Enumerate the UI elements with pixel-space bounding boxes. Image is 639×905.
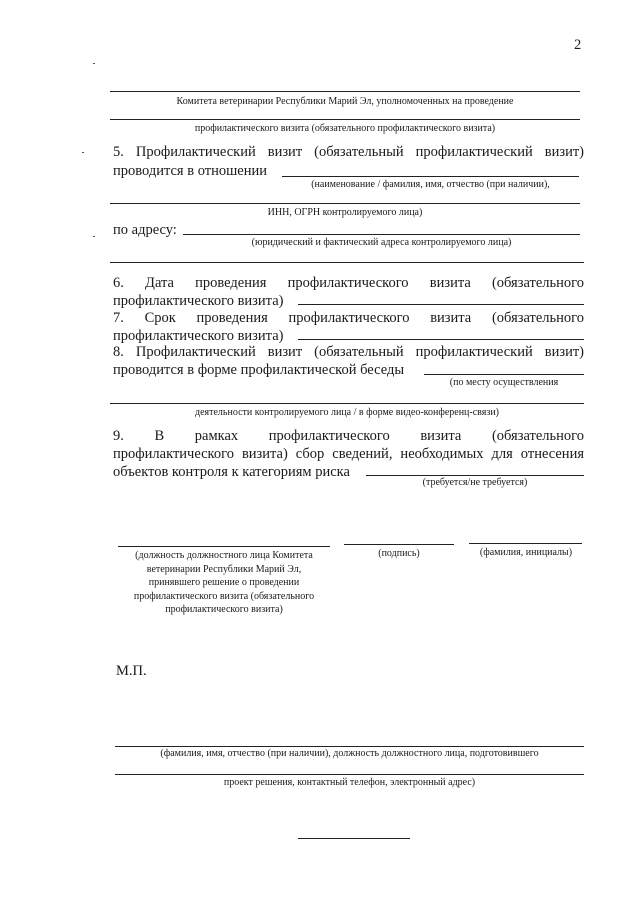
signature-caption: (подпись) xyxy=(378,548,420,559)
item7-term-field[interactable] xyxy=(298,339,584,340)
committee-line-1 xyxy=(110,91,580,92)
item9-caption: (требуется/не требуется) xyxy=(422,477,528,488)
item5-inn-field[interactable] xyxy=(110,203,580,204)
position-field[interactable] xyxy=(118,546,330,547)
item8-form-field[interactable] xyxy=(424,374,584,375)
item7-line2: профилактического визита) xyxy=(113,328,284,344)
item5-subject-field[interactable] xyxy=(282,176,579,177)
item6-line2: профилактического визита) xyxy=(113,293,284,309)
name-field[interactable] xyxy=(469,543,582,544)
item8-caption2: деятельности контролируемого лица / в форме видео-конференц-связи) xyxy=(194,407,499,418)
item5-address-caption: (юридический и фактический адреса контролируемого лица) xyxy=(251,237,512,248)
position-caption-line: профилактического визита (обязательного xyxy=(133,590,315,602)
item6-date-field[interactable] xyxy=(298,304,584,305)
committee-caption-1: Комитета ветеринарии Республики Марий Эл, уполномоченных на проведение xyxy=(176,96,514,107)
item5-caption1: (наименование / фамилия, имя, отчество (при наличии), xyxy=(311,179,550,190)
closing-rule xyxy=(298,838,410,839)
item5-line1: 5. Профилактический визит (обязательный профилактический визит) xyxy=(113,144,584,160)
preparer-caption-1: (фамилия, имя, отчество (при наличии), должность должностного лица, подготовившего xyxy=(160,748,539,759)
item8-line2: проводится в форме профилактической беседы xyxy=(113,362,405,378)
position-caption-line: ветеринарии Республики Марий Эл, xyxy=(146,563,302,575)
committee-caption-2: профилактического визита (обязательного профилактического визита) xyxy=(194,123,496,134)
item8-caption1: (по месту осуществления xyxy=(449,377,559,388)
item9-required-field[interactable] xyxy=(366,475,584,476)
item5-address-field-2[interactable] xyxy=(110,262,584,263)
item7-line1: 7. Срок проведения профилактического визита (обязательного xyxy=(113,310,584,326)
item5-address-label: по адресу: xyxy=(113,222,177,238)
page-number: 2 xyxy=(574,37,582,53)
item8-form-field-2[interactable] xyxy=(110,403,584,404)
item5-line2: проводится в отношении xyxy=(113,163,267,179)
position-caption xyxy=(110,549,338,617)
item9-line3: объектов контроля к категориям риска xyxy=(113,464,350,480)
item5-address-field[interactable] xyxy=(183,234,580,235)
scan-speck xyxy=(93,236,95,237)
position-caption-line: принявшего решение о проведении xyxy=(148,577,300,588)
scan-speck xyxy=(82,152,84,153)
position-caption-line: профилактического визита) xyxy=(165,604,283,615)
item9-line1: 9. В рамках профилактического визита (обязательного xyxy=(113,428,584,444)
scan-speck xyxy=(93,63,95,64)
item8-line1: 8. Профилактический визит (обязательный профилактический визит) xyxy=(113,344,584,360)
preparer-caption-2: проект решения, контактный телефон, электронный адрес) xyxy=(223,777,476,788)
signature-field[interactable] xyxy=(344,544,454,545)
position-caption-line: (должность должностного лица Комитета xyxy=(135,550,313,561)
stamp-label: М.П. xyxy=(116,663,147,679)
preparer-field-2[interactable] xyxy=(115,774,584,775)
committee-line-2 xyxy=(110,119,580,120)
item6-line1: 6. Дата проведения профилактического визита (обязательного xyxy=(113,275,584,291)
preparer-field-1[interactable] xyxy=(115,746,584,747)
item9-line2: профилактического визита) сбор сведений, необходимых для отнесения xyxy=(113,446,584,462)
item5-caption2: ИНН, ОГРН контролируемого лица) xyxy=(267,207,423,218)
name-caption: (фамилия, инициалы) xyxy=(479,547,573,558)
